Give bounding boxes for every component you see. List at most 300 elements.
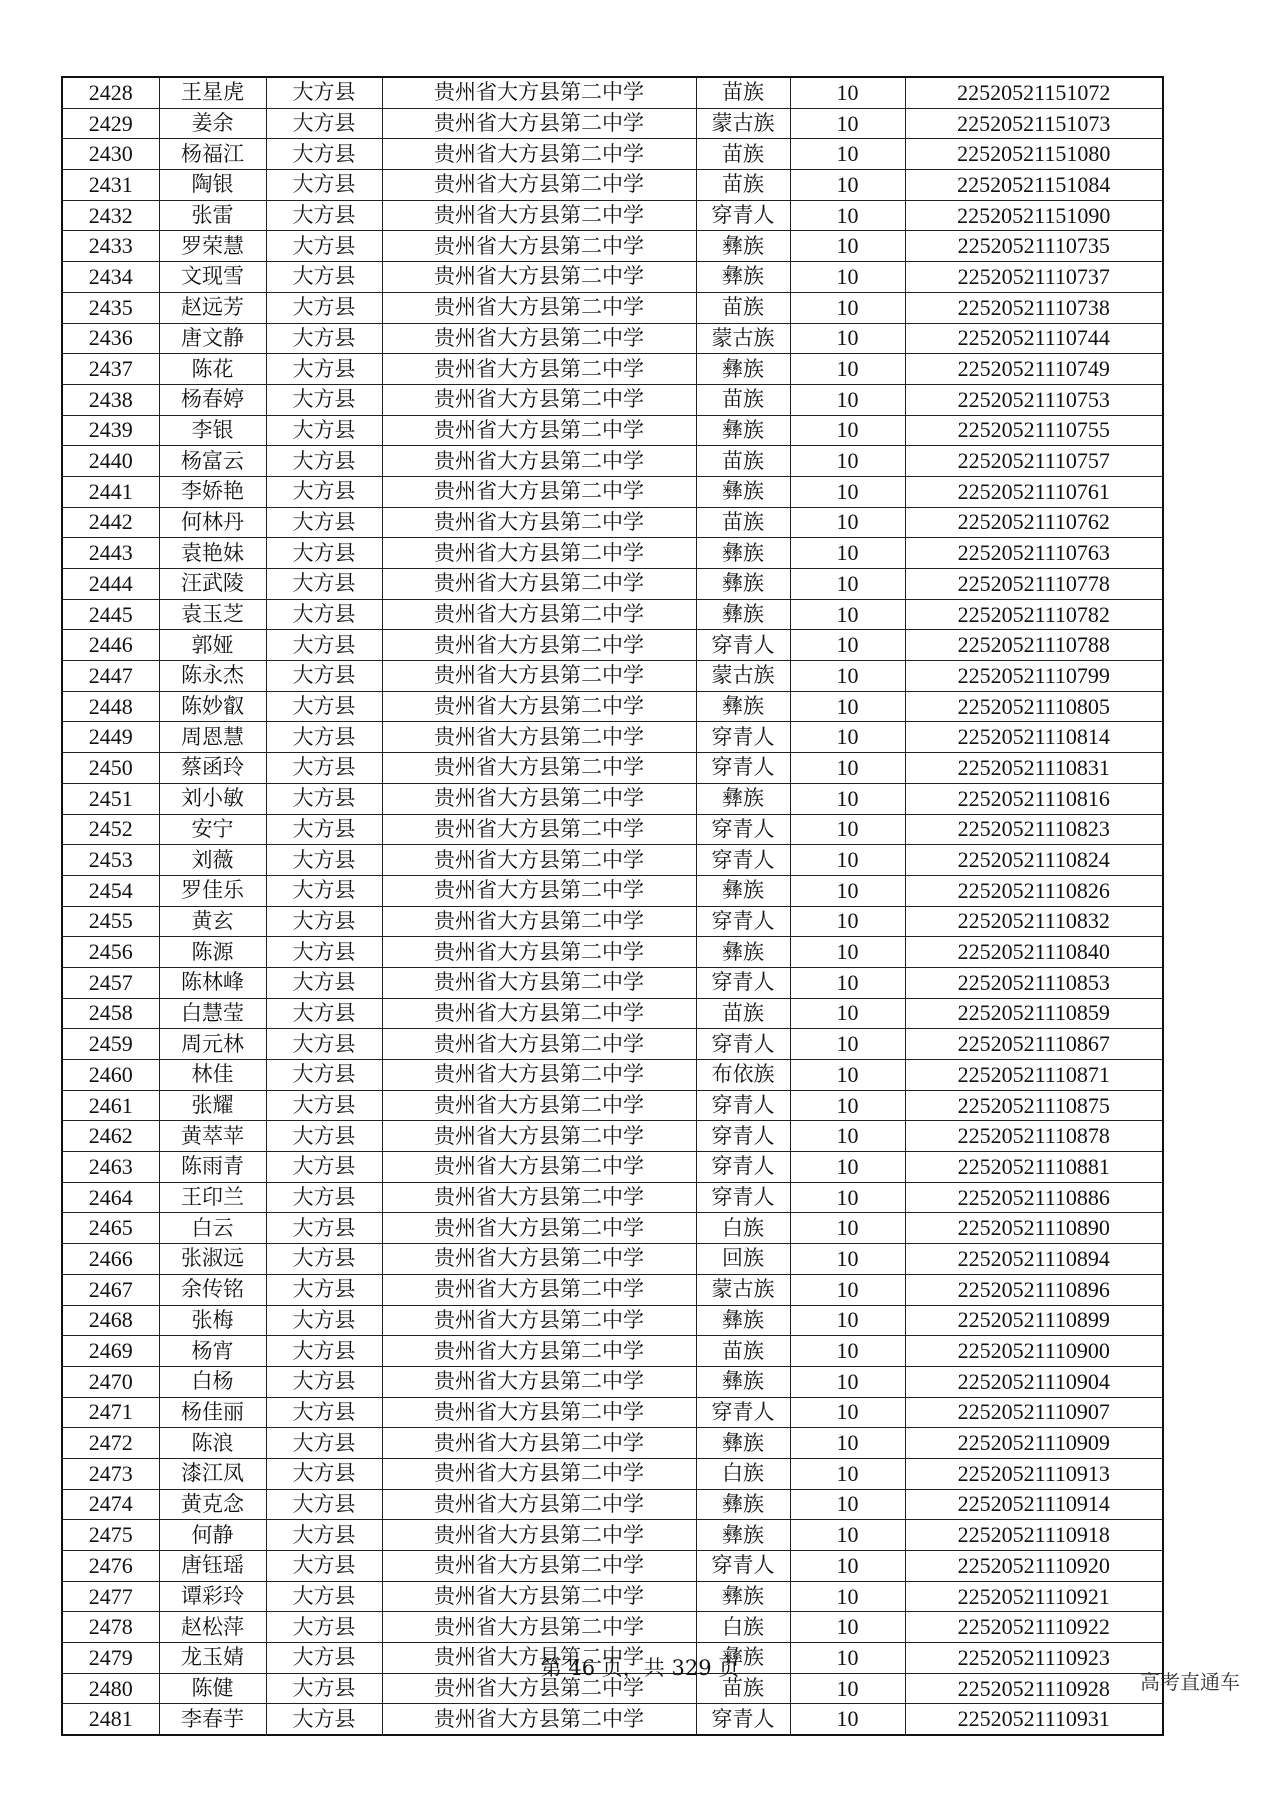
county-cell: 大方县 <box>266 937 382 968</box>
county-cell: 大方县 <box>266 1428 382 1459</box>
exam-id-cell: 22520521110853 <box>905 967 1163 998</box>
serial-cell: 2431 <box>62 170 159 201</box>
ethnicity-cell: 彝族 <box>696 1428 790 1459</box>
table-row <box>62 661 1163 692</box>
name-cell: 杨佳丽 <box>159 1397 266 1428</box>
name-cell: 林佳 <box>159 1060 266 1091</box>
name-cell: 陈妙叡 <box>159 691 266 722</box>
serial-cell: 2474 <box>62 1489 159 1520</box>
exam-id-cell: 22520521110761 <box>905 476 1163 507</box>
score-cell: 10 <box>790 1612 905 1643</box>
score-cell: 10 <box>790 170 905 201</box>
county-cell: 大方县 <box>266 1581 382 1612</box>
name-cell: 姜余 <box>159 108 266 139</box>
serial-cell: 2481 <box>62 1704 159 1735</box>
ethnicity-cell: 苗族 <box>696 139 790 170</box>
exam-id-cell: 22520521110923 <box>905 1643 1163 1674</box>
school-cell: 贵州省大方县第二中学 <box>382 845 696 876</box>
ethnicity-cell: 苗族 <box>696 998 790 1029</box>
score-cell: 10 <box>790 1336 905 1367</box>
serial-cell: 2448 <box>62 691 159 722</box>
table-row <box>62 1090 1163 1121</box>
serial-cell: 2440 <box>62 446 159 477</box>
name-cell: 杨富云 <box>159 446 266 477</box>
ethnicity-cell: 彝族 <box>696 538 790 569</box>
exam-id-cell: 22520521110737 <box>905 262 1163 293</box>
exam-id-cell: 22520521110826 <box>905 875 1163 906</box>
ethnicity-cell: 彝族 <box>696 691 790 722</box>
name-cell: 陶银 <box>159 170 266 201</box>
county-cell: 大方县 <box>266 906 382 937</box>
serial-cell: 2464 <box>62 1182 159 1213</box>
school-cell: 贵州省大方县第二中学 <box>382 1244 696 1275</box>
county-cell: 大方县 <box>266 231 382 262</box>
school-cell: 贵州省大方县第二中学 <box>382 1305 696 1336</box>
name-cell: 陈永杰 <box>159 661 266 692</box>
table-row <box>62 1520 1163 1551</box>
serial-cell: 2444 <box>62 569 159 600</box>
school-cell: 贵州省大方县第二中学 <box>382 1520 696 1551</box>
school-cell: 贵州省大方县第二中学 <box>382 384 696 415</box>
school-cell: 贵州省大方县第二中学 <box>382 1029 696 1060</box>
name-cell: 王印兰 <box>159 1182 266 1213</box>
serial-cell: 2457 <box>62 967 159 998</box>
county-cell: 大方县 <box>266 661 382 692</box>
ethnicity-cell: 穿青人 <box>696 906 790 937</box>
school-cell: 贵州省大方县第二中学 <box>382 753 696 784</box>
serial-cell: 2453 <box>62 845 159 876</box>
exam-id-cell: 22520521110778 <box>905 569 1163 600</box>
name-cell: 杨宵 <box>159 1336 266 1367</box>
table-row <box>62 1612 1163 1643</box>
exam-id-cell: 22520521110909 <box>905 1428 1163 1459</box>
table-row <box>62 1336 1163 1367</box>
serial-cell: 2462 <box>62 1121 159 1152</box>
name-cell: 何林丹 <box>159 507 266 538</box>
county-cell: 大方县 <box>266 1090 382 1121</box>
serial-cell: 2465 <box>62 1213 159 1244</box>
serial-cell: 2478 <box>62 1612 159 1643</box>
county-cell: 大方县 <box>266 1673 382 1704</box>
name-cell: 白云 <box>159 1213 266 1244</box>
name-cell: 漆江凤 <box>159 1458 266 1489</box>
school-cell: 贵州省大方县第二中学 <box>382 77 696 108</box>
serial-cell: 2449 <box>62 722 159 753</box>
ethnicity-cell: 彝族 <box>696 783 790 814</box>
school-cell: 贵州省大方县第二中学 <box>382 1704 696 1735</box>
school-cell: 贵州省大方县第二中学 <box>382 262 696 293</box>
serial-cell: 2443 <box>62 538 159 569</box>
serial-cell: 2469 <box>62 1336 159 1367</box>
score-cell: 10 <box>790 1366 905 1397</box>
county-cell: 大方县 <box>266 1612 382 1643</box>
exam-id-cell: 22520521110918 <box>905 1520 1163 1551</box>
score-cell: 10 <box>790 354 905 385</box>
ethnicity-cell: 彝族 <box>696 1489 790 1520</box>
name-cell: 杨福江 <box>159 139 266 170</box>
serial-cell: 2434 <box>62 262 159 293</box>
exam-id-cell: 22520521110894 <box>905 1244 1163 1275</box>
serial-cell: 2437 <box>62 354 159 385</box>
ethnicity-cell: 彝族 <box>696 1366 790 1397</box>
score-cell: 10 <box>790 476 905 507</box>
serial-cell: 2476 <box>62 1551 159 1582</box>
exam-id-cell: 22520521110831 <box>905 753 1163 784</box>
exam-id-cell: 22520521151090 <box>905 200 1163 231</box>
serial-cell: 2479 <box>62 1643 159 1674</box>
table-row <box>62 323 1163 354</box>
score-cell: 10 <box>790 108 905 139</box>
ethnicity-cell: 穿青人 <box>696 1090 790 1121</box>
school-cell: 贵州省大方县第二中学 <box>382 200 696 231</box>
school-cell: 贵州省大方县第二中学 <box>382 1458 696 1489</box>
county-cell: 大方县 <box>266 722 382 753</box>
county-cell: 大方县 <box>266 292 382 323</box>
name-cell: 罗荣慧 <box>159 231 266 262</box>
county-cell: 大方县 <box>266 384 382 415</box>
serial-cell: 2461 <box>62 1090 159 1121</box>
name-cell: 陈花 <box>159 354 266 385</box>
score-cell: 10 <box>790 569 905 600</box>
table-row <box>62 814 1163 845</box>
school-cell: 贵州省大方县第二中学 <box>382 691 696 722</box>
school-cell: 贵州省大方县第二中学 <box>382 323 696 354</box>
score-cell: 10 <box>790 323 905 354</box>
serial-cell: 2435 <box>62 292 159 323</box>
county-cell: 大方县 <box>266 753 382 784</box>
school-cell: 贵州省大方县第二中学 <box>382 1152 696 1183</box>
serial-cell: 2463 <box>62 1152 159 1183</box>
table-row <box>62 967 1163 998</box>
name-cell: 蔡函玲 <box>159 753 266 784</box>
ethnicity-cell: 穿青人 <box>696 845 790 876</box>
county-cell: 大方县 <box>266 262 382 293</box>
ethnicity-cell: 彝族 <box>696 1305 790 1336</box>
serial-cell: 2468 <box>62 1305 159 1336</box>
exam-id-cell: 22520521110755 <box>905 415 1163 446</box>
school-cell: 贵州省大方县第二中学 <box>382 292 696 323</box>
exam-id-cell: 22520521110875 <box>905 1090 1163 1121</box>
school-cell: 贵州省大方县第二中学 <box>382 1428 696 1459</box>
county-cell: 大方县 <box>266 446 382 477</box>
county-cell: 大方县 <box>266 1520 382 1551</box>
ethnicity-cell: 白族 <box>696 1612 790 1643</box>
serial-cell: 2447 <box>62 661 159 692</box>
school-cell: 贵州省大方县第二中学 <box>382 875 696 906</box>
table-row <box>62 108 1163 139</box>
exam-id-cell: 22520521110907 <box>905 1397 1163 1428</box>
county-cell: 大方县 <box>266 1551 382 1582</box>
exam-id-cell: 22520521110763 <box>905 538 1163 569</box>
exam-id-cell: 22520521110738 <box>905 292 1163 323</box>
exam-id-cell: 22520521110931 <box>905 1704 1163 1735</box>
school-cell: 贵州省大方县第二中学 <box>382 170 696 201</box>
table-row <box>62 998 1163 1029</box>
name-cell: 袁艳妹 <box>159 538 266 569</box>
table-row <box>62 1489 1163 1520</box>
name-cell: 李春芋 <box>159 1704 266 1735</box>
serial-cell: 2459 <box>62 1029 159 1060</box>
name-cell: 谭彩玲 <box>159 1581 266 1612</box>
school-cell: 贵州省大方县第二中学 <box>382 599 696 630</box>
school-cell: 贵州省大方县第二中学 <box>382 1489 696 1520</box>
table-row <box>62 753 1163 784</box>
score-cell: 10 <box>790 845 905 876</box>
school-cell: 贵州省大方县第二中学 <box>382 446 696 477</box>
name-cell: 唐文静 <box>159 323 266 354</box>
page-number-footer: 第 46 页，共 329 页 <box>540 1656 740 1680</box>
ethnicity-cell: 彝族 <box>696 569 790 600</box>
exam-id-cell: 22520521110782 <box>905 599 1163 630</box>
school-cell: 贵州省大方县第二中学 <box>382 630 696 661</box>
exam-id-cell: 22520521110757 <box>905 446 1163 477</box>
ethnicity-cell: 蒙古族 <box>696 323 790 354</box>
ethnicity-cell: 蒙古族 <box>696 661 790 692</box>
school-cell: 贵州省大方县第二中学 <box>382 1182 696 1213</box>
school-cell: 贵州省大方县第二中学 <box>382 1643 696 1674</box>
ethnicity-cell: 穿青人 <box>696 1182 790 1213</box>
county-cell: 大方县 <box>266 599 382 630</box>
name-cell: 刘薇 <box>159 845 266 876</box>
exam-id-cell: 22520521110816 <box>905 783 1163 814</box>
school-cell: 贵州省大方县第二中学 <box>382 814 696 845</box>
county-cell: 大方县 <box>266 170 382 201</box>
score-cell: 10 <box>790 875 905 906</box>
score-cell: 10 <box>790 722 905 753</box>
serial-cell: 2475 <box>62 1520 159 1551</box>
score-cell: 10 <box>790 262 905 293</box>
score-cell: 10 <box>790 630 905 661</box>
county-cell: 大方县 <box>266 1213 382 1244</box>
table-row <box>62 170 1163 201</box>
county-cell: 大方县 <box>266 1336 382 1367</box>
ethnicity-cell: 穿青人 <box>696 1704 790 1735</box>
county-cell: 大方县 <box>266 998 382 1029</box>
ethnicity-cell: 穿青人 <box>696 1152 790 1183</box>
county-cell: 大方县 <box>266 691 382 722</box>
ethnicity-cell: 彝族 <box>696 937 790 968</box>
name-cell: 王星虎 <box>159 77 266 108</box>
serial-cell: 2458 <box>62 998 159 1029</box>
score-cell: 10 <box>790 200 905 231</box>
score-cell: 10 <box>790 1673 905 1704</box>
county-cell: 大方县 <box>266 354 382 385</box>
score-cell: 10 <box>790 77 905 108</box>
name-cell: 唐钰瑶 <box>159 1551 266 1582</box>
exam-id-cell: 22520521110922 <box>905 1612 1163 1643</box>
serial-cell: 2477 <box>62 1581 159 1612</box>
ethnicity-cell: 穿青人 <box>696 1029 790 1060</box>
score-cell: 10 <box>790 1244 905 1275</box>
name-cell: 袁玉芝 <box>159 599 266 630</box>
county-cell: 大方县 <box>266 1366 382 1397</box>
exam-id-cell: 22520521110890 <box>905 1213 1163 1244</box>
table-row <box>62 1152 1163 1183</box>
county-cell: 大方县 <box>266 1121 382 1152</box>
score-cell: 10 <box>790 1152 905 1183</box>
county-cell: 大方县 <box>266 1704 382 1735</box>
table-row <box>62 507 1163 538</box>
ethnicity-cell: 彝族 <box>696 1520 790 1551</box>
county-cell: 大方县 <box>266 323 382 354</box>
school-cell: 贵州省大方县第二中学 <box>382 507 696 538</box>
score-cell: 10 <box>790 415 905 446</box>
serial-cell: 2439 <box>62 415 159 446</box>
name-cell: 何静 <box>159 1520 266 1551</box>
school-cell: 贵州省大方县第二中学 <box>382 538 696 569</box>
table-row <box>62 1060 1163 1091</box>
name-cell: 白慧莹 <box>159 998 266 1029</box>
ethnicity-cell: 苗族 <box>696 292 790 323</box>
name-cell: 赵远芳 <box>159 292 266 323</box>
ethnicity-cell: 苗族 <box>696 1673 790 1704</box>
serial-cell: 2445 <box>62 599 159 630</box>
exam-id-cell: 22520521151072 <box>905 77 1163 108</box>
exam-id-cell: 22520521110823 <box>905 814 1163 845</box>
ethnicity-cell: 穿青人 <box>696 200 790 231</box>
table-row <box>62 1458 1163 1489</box>
table-row <box>62 691 1163 722</box>
county-cell: 大方县 <box>266 1182 382 1213</box>
exam-id-cell: 22520521110871 <box>905 1060 1163 1091</box>
name-cell: 安宁 <box>159 814 266 845</box>
ethnicity-cell: 彝族 <box>696 415 790 446</box>
ethnicity-cell: 穿青人 <box>696 814 790 845</box>
serial-cell: 2438 <box>62 384 159 415</box>
exam-id-cell: 22520521110900 <box>905 1336 1163 1367</box>
name-cell: 张淑远 <box>159 1244 266 1275</box>
school-cell: 贵州省大方县第二中学 <box>382 1213 696 1244</box>
score-cell: 10 <box>790 599 905 630</box>
name-cell: 杨春婷 <box>159 384 266 415</box>
school-cell: 贵州省大方县第二中学 <box>382 415 696 446</box>
score-cell: 10 <box>790 1060 905 1091</box>
school-cell: 贵州省大方县第二中学 <box>382 1060 696 1091</box>
table-row <box>62 1121 1163 1152</box>
exam-id-cell: 22520521110896 <box>905 1274 1163 1305</box>
table-row <box>62 354 1163 385</box>
ethnicity-cell: 苗族 <box>696 507 790 538</box>
serial-cell: 2466 <box>62 1244 159 1275</box>
exam-id-cell: 22520521110878 <box>905 1121 1163 1152</box>
exam-id-cell: 22520521110904 <box>905 1366 1163 1397</box>
score-cell: 10 <box>790 292 905 323</box>
name-cell: 陈健 <box>159 1673 266 1704</box>
serial-cell: 2446 <box>62 630 159 661</box>
name-cell: 张梅 <box>159 1305 266 1336</box>
score-cell: 10 <box>790 1643 905 1674</box>
county-cell: 大方县 <box>266 507 382 538</box>
ethnicity-cell: 蒙古族 <box>696 108 790 139</box>
exam-id-cell: 22520521151073 <box>905 108 1163 139</box>
table-row <box>62 139 1163 170</box>
exam-id-cell: 22520521110814 <box>905 722 1163 753</box>
score-cell: 10 <box>790 691 905 722</box>
school-cell: 贵州省大方县第二中学 <box>382 569 696 600</box>
school-cell: 贵州省大方县第二中学 <box>382 998 696 1029</box>
table-row <box>62 292 1163 323</box>
score-cell: 10 <box>790 906 905 937</box>
exam-id-cell: 22520521110928 <box>905 1673 1163 1704</box>
name-cell: 黄玄 <box>159 906 266 937</box>
score-cell: 10 <box>790 139 905 170</box>
score-cell: 10 <box>790 1397 905 1428</box>
school-cell: 贵州省大方县第二中学 <box>382 354 696 385</box>
school-cell: 贵州省大方县第二中学 <box>382 783 696 814</box>
school-cell: 贵州省大方县第二中学 <box>382 476 696 507</box>
table-row <box>62 1366 1163 1397</box>
name-cell: 陈源 <box>159 937 266 968</box>
county-cell: 大方县 <box>266 1489 382 1520</box>
serial-cell: 2450 <box>62 753 159 784</box>
serial-cell: 2441 <box>62 476 159 507</box>
ethnicity-cell: 彝族 <box>696 476 790 507</box>
county-cell: 大方县 <box>266 108 382 139</box>
name-cell: 李娇艳 <box>159 476 266 507</box>
score-cell: 10 <box>790 753 905 784</box>
name-cell: 汪武陵 <box>159 569 266 600</box>
county-cell: 大方县 <box>266 814 382 845</box>
serial-cell: 2432 <box>62 200 159 231</box>
exam-id-cell: 22520521110735 <box>905 231 1163 262</box>
school-cell: 贵州省大方县第二中学 <box>382 1121 696 1152</box>
serial-cell: 2455 <box>62 906 159 937</box>
table-row <box>62 1551 1163 1582</box>
school-cell: 贵州省大方县第二中学 <box>382 108 696 139</box>
serial-cell: 2456 <box>62 937 159 968</box>
serial-cell: 2452 <box>62 814 159 845</box>
ethnicity-cell: 苗族 <box>696 446 790 477</box>
table-row <box>62 446 1163 477</box>
exam-id-cell: 22520521110753 <box>905 384 1163 415</box>
table-row <box>62 1428 1163 1459</box>
county-cell: 大方县 <box>266 1305 382 1336</box>
table-row <box>62 937 1163 968</box>
serial-cell: 2428 <box>62 77 159 108</box>
table-row <box>62 599 1163 630</box>
county-cell: 大方县 <box>266 630 382 661</box>
exam-id-cell: 22520521110762 <box>905 507 1163 538</box>
score-cell: 10 <box>790 446 905 477</box>
name-cell: 白杨 <box>159 1366 266 1397</box>
exam-id-cell: 22520521110899 <box>905 1305 1163 1336</box>
score-cell: 10 <box>790 507 905 538</box>
serial-cell: 2471 <box>62 1397 159 1428</box>
school-cell: 贵州省大方县第二中学 <box>382 139 696 170</box>
exam-id-cell: 22520521110805 <box>905 691 1163 722</box>
score-cell: 10 <box>790 814 905 845</box>
exam-id-cell: 22520521110859 <box>905 998 1163 1029</box>
school-cell: 贵州省大方县第二中学 <box>382 1366 696 1397</box>
exam-id-cell: 22520521110744 <box>905 323 1163 354</box>
score-cell: 10 <box>790 384 905 415</box>
county-cell: 大方县 <box>266 476 382 507</box>
county-cell: 大方县 <box>266 1244 382 1275</box>
score-cell: 10 <box>790 1458 905 1489</box>
score-cell: 10 <box>790 1182 905 1213</box>
school-cell: 贵州省大方县第二中学 <box>382 906 696 937</box>
county-cell: 大方县 <box>266 1643 382 1674</box>
table-row <box>62 783 1163 814</box>
ethnicity-cell: 苗族 <box>696 384 790 415</box>
county-cell: 大方县 <box>266 77 382 108</box>
table-row <box>62 200 1163 231</box>
score-cell: 10 <box>790 1520 905 1551</box>
school-cell: 贵州省大方县第二中学 <box>382 661 696 692</box>
ethnicity-cell: 白族 <box>696 1213 790 1244</box>
exam-id-cell: 22520521110824 <box>905 845 1163 876</box>
score-cell: 10 <box>790 1551 905 1582</box>
